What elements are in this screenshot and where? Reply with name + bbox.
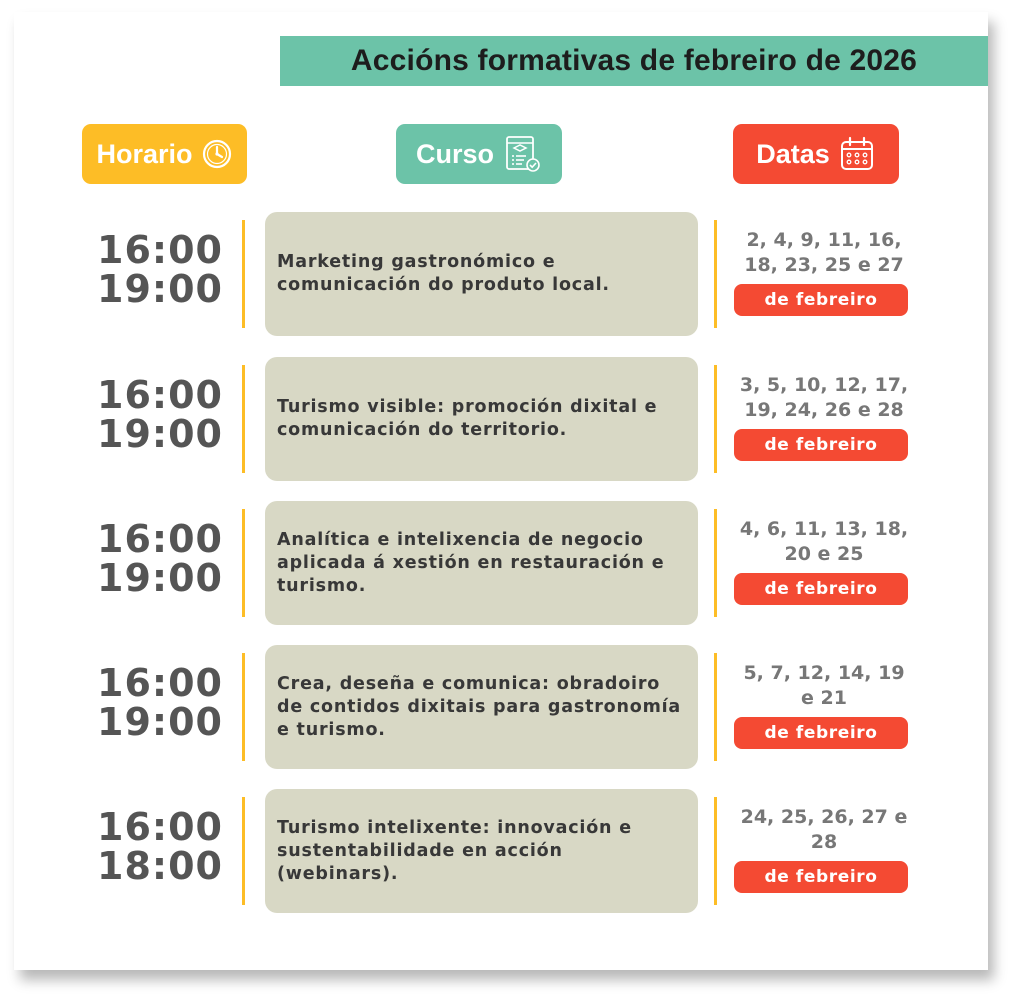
divider-line: [714, 797, 717, 905]
month-label: de febreiro: [764, 290, 878, 310]
course-dates: 2, 4, 9, 11, 16, 18, 23, 25 e 27: [744, 229, 904, 276]
time-range: [88, 373, 232, 456]
divider-line: [242, 797, 245, 905]
divider-line: [242, 365, 245, 473]
course-name: Turismo visible: promoción dixital e comunicación do territorio.: [277, 397, 658, 440]
header-datas-label: Datas: [756, 138, 830, 169]
course-box: [265, 789, 698, 913]
divider-line: [714, 509, 717, 617]
time-range: [88, 661, 232, 744]
course-name: Turismo intelixente: innovación e sustentabilidade en acción (webinars).: [277, 817, 632, 884]
course-dates: 5, 7, 12, 14, 19 e 21: [743, 662, 905, 709]
divider-line: [242, 509, 245, 617]
course-dates: 24, 25, 26, 27 e 28: [740, 806, 908, 853]
time-start: 16:00: [97, 228, 223, 272]
page-title: Accións formativas de febreiro de 2026: [350, 44, 918, 77]
divider-line: [242, 220, 245, 328]
divider-line: [714, 220, 717, 328]
header-horario-label: Horario: [96, 138, 193, 169]
time-end: 19:00: [97, 700, 223, 744]
time-end: 19:00: [97, 556, 223, 600]
time-start: 16:00: [97, 517, 223, 561]
divider-line: [714, 365, 717, 473]
page-title-bar: [280, 36, 988, 86]
clock-icon: [201, 138, 233, 170]
time-start: 16:00: [97, 661, 223, 705]
time-range: [88, 228, 232, 311]
course-dates: 4, 6, 11, 13, 18, 20 e 25: [739, 518, 909, 565]
month-badge: [734, 573, 908, 605]
month-badge: [734, 717, 908, 749]
header-curso-label: Curso: [415, 138, 494, 169]
month-badge: [734, 861, 908, 893]
time-start: 16:00: [97, 373, 223, 417]
month-badge: [734, 429, 908, 461]
divider-line: [714, 653, 717, 761]
course-name: Marketing gastronómico e comunicación do produto local.: [277, 252, 610, 295]
schedule-row: [0, 212, 1024, 336]
header-horario: [82, 124, 247, 184]
course-box: [265, 357, 698, 481]
course-dates: 3, 5, 10, 12, 17, 19, 24, 26 e 28: [739, 374, 909, 421]
time-end: 18:00: [97, 844, 223, 888]
schedule-row: [0, 789, 1024, 913]
time-end: 19:00: [97, 412, 223, 456]
course-name: Analítica e intelixencia de negocio aplicada á xestión en restauración e turismo.: [277, 529, 665, 596]
schedule-row: [0, 645, 1024, 769]
time-range: [88, 805, 232, 888]
month-label: de febreiro: [764, 867, 878, 887]
course-box: [265, 501, 698, 625]
course-box: [265, 645, 698, 769]
header-datas: [733, 124, 899, 184]
schedule-row: [0, 501, 1024, 625]
divider-line: [242, 653, 245, 761]
calendar-icon: [838, 135, 876, 173]
course-box: [265, 212, 698, 336]
time-end: 19:00: [97, 267, 223, 311]
header-curso: [396, 124, 562, 184]
month-label: de febreiro: [764, 579, 878, 599]
course-name: Crea, deseña e comunica: obradoiro de contidos dixitais para gastronomía e turismo.: [277, 673, 682, 740]
time-start: 16:00: [97, 805, 223, 849]
month-label: de febreiro: [764, 435, 878, 455]
time-range: [88, 517, 232, 600]
course-document-icon: [502, 134, 542, 174]
month-label: de febreiro: [764, 723, 878, 743]
schedule-row: [0, 357, 1024, 481]
month-badge: [734, 284, 908, 316]
